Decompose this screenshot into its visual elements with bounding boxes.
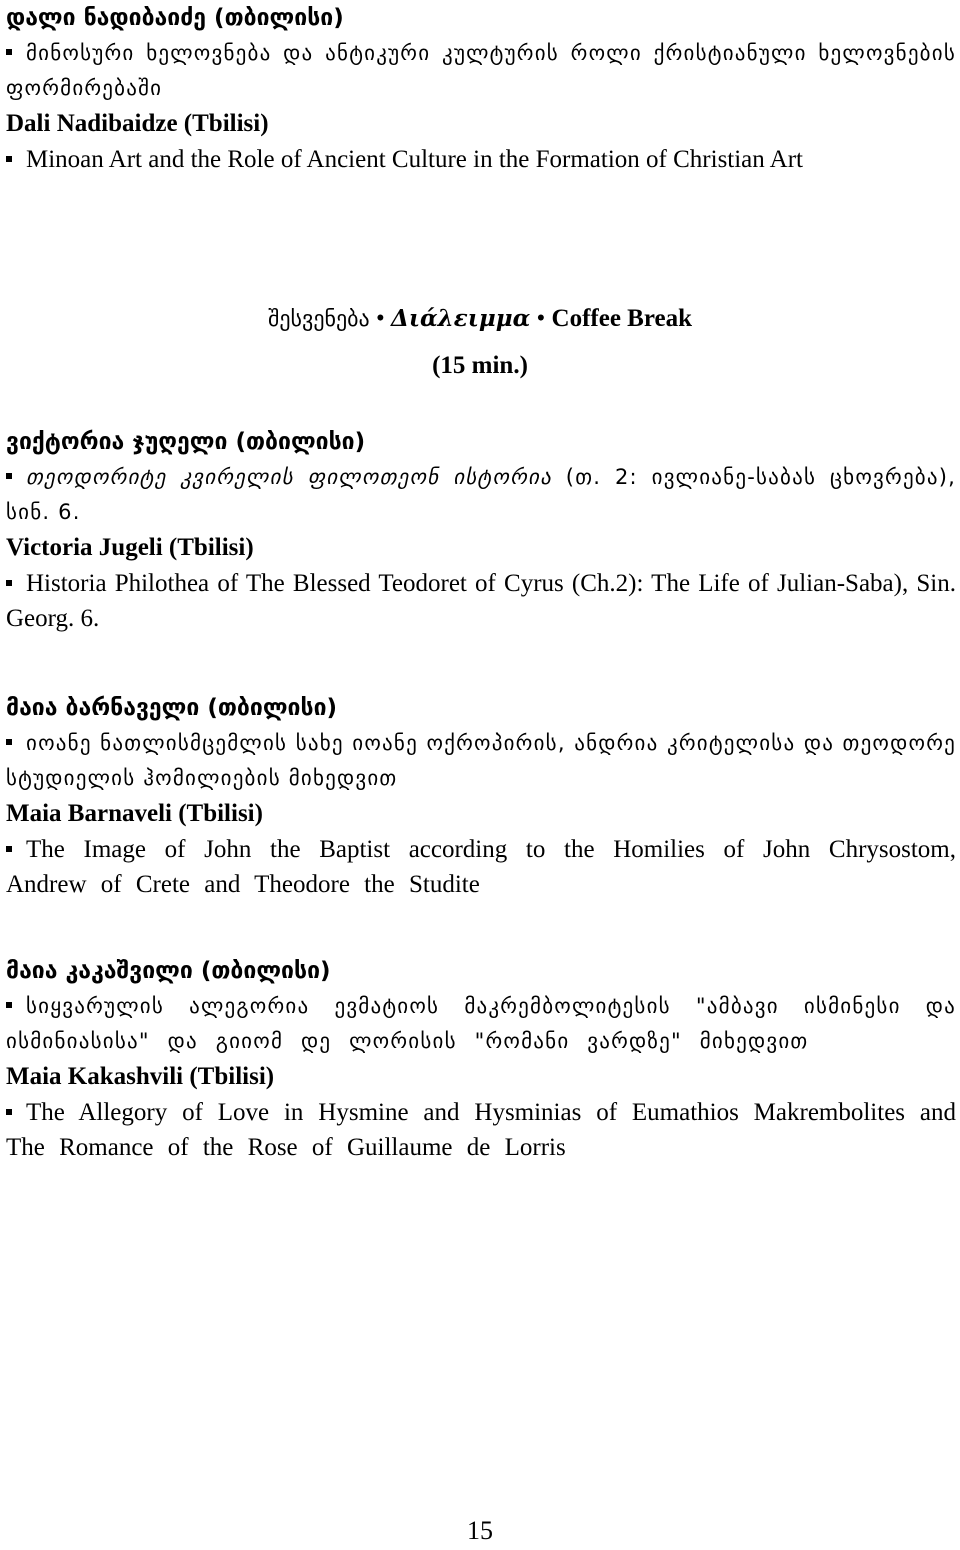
speaker-name-english: Maia Barnaveli (Tbilisi) (6, 800, 263, 827)
program-entry-barnaveli (6, 690, 956, 902)
talk-title-georgian: იოანე ნათლისმცემლის სახე იოანე ოქროპირის, ანდრია კრიტელისა და თეოდორე სტუდიელის ჰომილიების მიხედვით (6, 731, 956, 790)
speaker-name-english: Victoria Jugeli (Tbilisi) (6, 534, 254, 561)
bullet-icon (6, 846, 12, 852)
bullet-icon (6, 580, 12, 586)
bullet-icon (6, 1002, 12, 1008)
talk-title-english: The Image of John the Baptist according to the Homilies of John Chrysostom, Andrew of Crete and Theodore the Studite (6, 836, 956, 898)
coffee-break-duration: (15 min.) (432, 352, 528, 379)
talk-title-english: Historia Philothea of The Blessed Teodoret of Cyrus (Ch.2): The Life of Julian-Saba), Sin. Georg. 6. (6, 570, 956, 632)
bullet-icon (6, 473, 12, 479)
talk-title-georgian: სიყვარულის ალეგორია ევმატიოს მაკრემბოლიტესის "ამბავი ისმინესი და ისმინიასისა" და გიიომ დე ლორისის "რომანი ვარდზე" მიხედვით (6, 994, 956, 1053)
talk-title-english: Minoan Art and the Role of Ancient Culture in the Formation of Christian Art (6, 142, 956, 177)
talk-title-georgian: თეოდორიტე კვირელის ფილოთეონ ისტორია (თ. 2: ივლიანე-საბას ცხოვრება), სინ. 6. (6, 465, 957, 524)
speaker-name-georgian: მაია კაკაშვილი (თბილისი) (6, 958, 331, 984)
talk-title-georgian: მინოსური ხელოვნება და ანტიკური კულტურის როლი ქრისტიანული ხელოვნების ფორმირებაში (6, 41, 956, 100)
program-entry-jugeli (6, 424, 956, 636)
speaker-name-georgian: ვიქტორია ჯუღელი (თბილისი) (6, 429, 366, 455)
program-entry-kakashvili (6, 953, 956, 1165)
bullet-icon (6, 49, 12, 55)
bullet-icon (6, 739, 12, 745)
speaker-name-english: Dali Nadibaidze (Tbilisi) (6, 110, 269, 137)
separator-dot: • (536, 305, 546, 332)
separator-dot: • (375, 305, 385, 332)
bullet-icon (6, 156, 12, 162)
speaker-name-english: Maia Kakashvili (Tbilisi) (6, 1063, 275, 1090)
program-entry-nadibaidze (6, 0, 956, 177)
speaker-name-georgian: მაია ბარნაველი (თბილისი) (6, 695, 338, 721)
speaker-name-georgian: დალი ნადიბაიძე (თბილისი) (6, 5, 344, 31)
page-number: 15 (467, 1516, 493, 1545)
talk-title-english: The Allegory of Love in Hysmine and Hysminias of Eumathios Makrembolites and The Romance of the Rose of Guillaume de Lorris (6, 1099, 956, 1161)
coffee-break-heading: შესვენება • Διάλειμμα • Coffee Break (267, 305, 692, 332)
bullet-icon (6, 1109, 12, 1115)
